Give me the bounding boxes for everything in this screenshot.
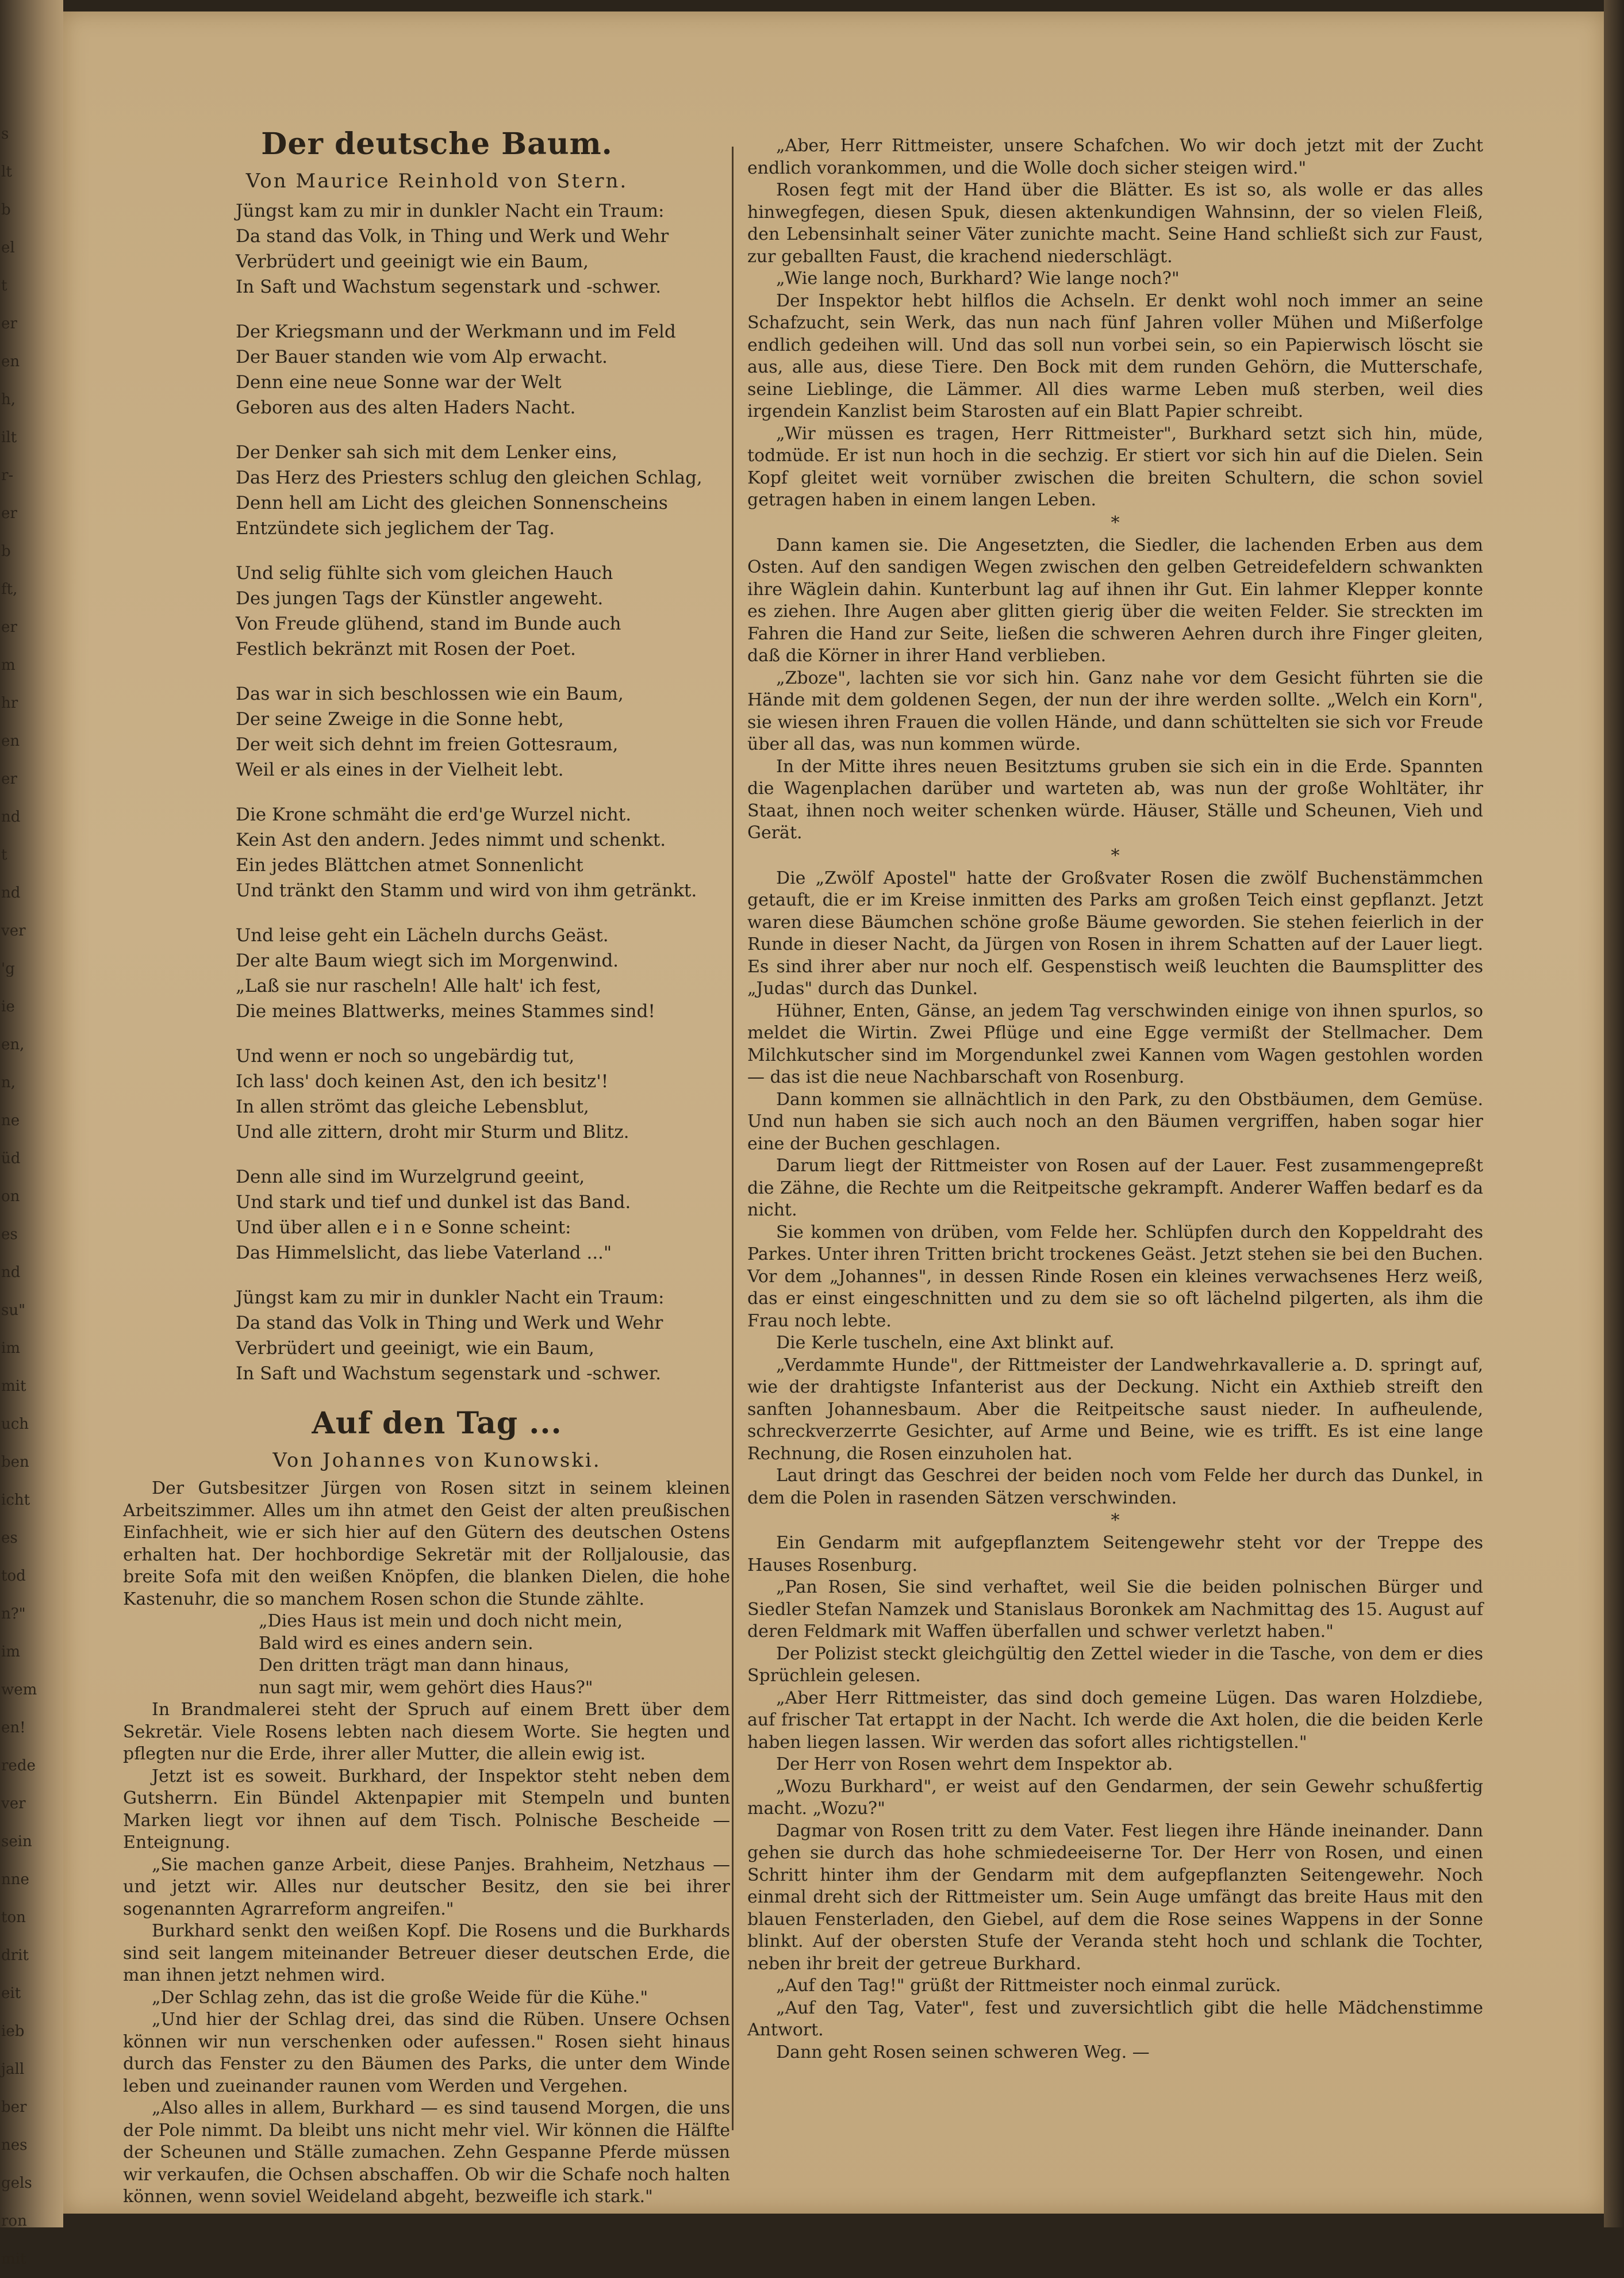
story-paragraph: „Der Schlag zehn, das ist die große Weide für die Kühe."	[152, 1987, 648, 2008]
spine-fragment: wem	[1, 1681, 37, 1698]
spine-fragment: im	[1, 1340, 20, 1357]
spine-fragment: en	[1, 353, 20, 370]
section-separator: *	[1111, 1510, 1120, 1531]
poem-title: Der deutsche Baum.	[261, 126, 613, 162]
spine-fragment: ie	[1, 998, 15, 1015]
poem-line: Der weit sich dehnt im freien Gottesraum,	[236, 734, 619, 755]
poem-line: Denn hell am Licht des gleichen Sonnenscheins	[236, 493, 668, 513]
house-motto-line: Bald wird es eines andern sein.	[259, 1633, 533, 1654]
story-paragraph: Sie kommen von drüben, vom Felde her. Schlüpfen durch den Koppeldraht des Parkes. Unter ihren Tritten bricht trockenes Geäst. Jetzt stehen sie bei den Buchen. Vor dem „Johannes", in dessen Rinde Rosen ein kleines verwachsenes Herz weiß, das er einst eingeschnitten und zu dem sie so oft lächelnd pilgerten, als ihm die Frau noch lebte.	[747, 1222, 1483, 1331]
poem-line: Kein Ast den andern. Jedes nimmt und schenkt.	[236, 830, 666, 850]
story-paragraph: Dann geht Rosen seinen schweren Weg. —	[776, 2042, 1150, 2062]
poem-line: Und über allen e i n e Sonne scheint:	[236, 1217, 571, 1238]
book-spine	[0, 0, 63, 2268]
spine-fragment: uch	[1, 1416, 29, 1433]
story-paragraph: Der Polizist steckt gleichgültig den Zettel wieder in die Tasche, von dem er dies Sprüchlein gelesen.	[747, 1643, 1483, 1686]
spine-fragment: el	[1, 239, 15, 256]
poem-line: Verbrüdert und geeinigt, wie ein Baum,	[236, 1338, 594, 1359]
poem-line: Und alle zittern, droht mir Sturm und Blitz.	[236, 1122, 629, 1142]
story-title: Auf den Tag ...	[312, 1406, 562, 1441]
story-paragraph: Dann kamen sie. Die Angesetzten, die Siedler, die lachenden Erben aus dem Osten. Auf den sandigen Wegen zwischen den gelben Getreidefeldern schwankten ihre Wäglein dahin. Kunterbunt lag auf ihnen ihr Gut. Ein lahmer Klepper konnte es ziehen. Ihre Augen aber glitten gierig über die weiten Felder. Sie streckten im Fahren die Hand zur Seite, ließen die schweren Aehren durch ihre Finger gleiten, daß die Körner in ihrer Hand verblieben.	[747, 535, 1483, 666]
spine-fragment: ron	[1, 2212, 27, 2230]
story-paragraph: In Brandmalerei steht der Spruch auf einem Brett über dem Sekretär. Viele Rosens lebten nach diesem Worte. Sie hegten und pflegten nur die Erde, ihrer aller Mutter, die allein ewig ist.	[123, 1700, 730, 1764]
spine-fragment: t	[1, 277, 7, 294]
story-paragraph: „Sie machen ganze Arbeit, diese Panjes. Brahheim, Netzhaus — und jetzt wir. Alles nur deutscher Besitz, den sie bei ihrer sogenannten Agrarreform angreifen."	[123, 1854, 730, 1919]
spine-fragment: ver	[1, 1795, 26, 1812]
spine-fragment: 'g	[1, 960, 15, 977]
poem-line: Der Denker sah sich mit dem Lenker eins,	[236, 442, 617, 463]
story-paragraph: „Auf den Tag!" grüßt der Rittmeister noch einmal zurück.	[776, 1976, 1281, 1996]
spine-fragment: b	[1, 543, 11, 560]
spine-fragment: ft,	[1, 581, 18, 598]
spine-fragment: eit	[1, 1985, 21, 2002]
poem-line: Weil er als eines in der Vielheit lebt.	[236, 760, 564, 780]
story-paragraph: Laut dringt das Geschrei der beiden noch vom Felde her durch das Dunkel, in dem die Polen in rasenden Sätzen verschwinden.	[747, 1466, 1483, 1508]
spine-fragment: drit	[1, 1947, 29, 1964]
section-separator: *	[1111, 845, 1120, 866]
spine-fragment: hr	[1, 695, 18, 712]
story-paragraph: Jetzt ist es soweit. Burkhard, der Inspektor steht neben dem Gutsherrn. Ein Bündel Aktenpapier mit Stempeln und bunten Marken liegt vor ihnen auf dem Tisch. Polnische Bescheide — Enteignung.	[123, 1766, 730, 1853]
story-paragraph: Dagmar von Rosen tritt zu dem Vater. Fest liegen ihre Hände ineinander. Dann gehen sie durch das hohe schmiedeeiserne Tor. Der Herr von Rosen, und einen Schritt hinter ihm der Gendarm mit dem aufgepflanzten Seitengewehr. Noch einmal dreht sich der Rittmeister um. Sein Auge umfängt das breite Haus mit den blauen Fensterladen, den Giebel, auf dem die Rose seines Wappens in der Sonne blinkt. Auf der obersten Stufe der Veranda steht hoch und schlank die Tochter, neben ihr breit der getreue Burkhard.	[747, 1820, 1483, 1974]
poem-line: Verbrüdert und geeinigt wie ein Baum,	[236, 251, 589, 272]
spine-fragment: im	[1, 1643, 20, 1660]
poem-body	[144, 198, 730, 1386]
story-paragraph: Rosen fegt mit der Hand über die Blätter. Es ist so, als wolle er das alles hinwegfegen, diesen Spuk, diesen aktenkundigen Wahnsinn, der so vielen Fleiß, den Lebensinhalt seiner Väter zunichte macht. Seine Hand schließt sich zur Faust, zur geballten Faust, die krachend niederschlägt.	[747, 180, 1483, 267]
right-column	[747, 135, 1483, 2064]
spine-fragment: su"	[1, 1302, 26, 1319]
spine-fragment: b	[1, 201, 11, 218]
poem-stanza	[236, 681, 730, 783]
story-paragraph: „Wie lange noch, Burkhard? Wie lange noch?"	[776, 269, 1180, 289]
poem-stanza	[236, 198, 730, 300]
poem-line: Und tränkt den Stamm und wird von ihm getränkt.	[236, 880, 697, 901]
poem-line: Festlich bekränzt mit Rosen der Poet.	[236, 639, 576, 659]
spine-fragment: es	[1, 1529, 18, 1547]
poem-line: Der alte Baum wiegt sich im Morgenwind.	[236, 950, 619, 971]
poem-line: Und stark und tief und dunkel ist das Band.	[236, 1192, 631, 1213]
story-paragraph: „Und hier der Schlag drei, das sind die Rüben. Unsere Ochsen können wir nun verschenken oder aufessen." Rosen sieht hinaus durch das Fenster zu den Bäumen des Parks, die unter dem Winde leben und zueinander raunen vom Werden und Vergehen.	[123, 2009, 730, 2096]
story-paragraph: Die „Zwölf Apostel" hatte der Großvater Rosen die zwölf Buchenstämmchen getauft, die er im Kreise inmitten des Parks am großen Teich einst gepflanzt. Jetzt waren diese Bäumchen schöne große Bäume geworden. Sie stehen feierlich in der Runde in dieser Nacht, da Jürgen von Rosen in ihrem Schatten auf der Lauer liegt. Es sind ihrer aber nur noch elf. Gespenstisch weiß leuchten die Baumsplitter des „Judas" durch das Dunkel.	[747, 868, 1483, 999]
story-paragraph: „Wozu Burkhard", er weist auf den Gendarmen, der sein Gewehr schußfertig macht. „Wozu?"	[747, 1776, 1483, 1819]
story-body-left	[123, 1478, 730, 2208]
spine-fragment: er	[1, 770, 17, 788]
poem-line: Die meines Blattwerks, meines Stammes sind!	[236, 1001, 655, 1022]
story-paragraph: „Aber Herr Rittmeister, das sind doch gemeine Lügen. Das waren Holzdiebe, auf frischer Tat ertappt in der Nacht. Ich werde die Axt holen, die die beiden Kerle haben liegen lassen. Wir werden das sofort alles richtigstellen."	[747, 1688, 1483, 1752]
spine-fragment: h,	[1, 391, 16, 408]
story-paragraph: Der Inspektor hebt hilflos die Achseln. Er denkt wohl noch immer an seine Schafzucht, sein Werk, das nun nach fünf Jahren voller Mühen und Mißerfolge endlich gedeihen will. Und das soll nun vorbei sein, so ein Papierwisch löscht sie aus, alle aus, diese Tiere. Den Bock mit dem runden Gehörn, die Mutterschafe, seine Lieblinge, die Lämmer. All dies warme Leben muß sterben, weil dies irgendein Kanzlist beim Starosten auf ein Blatt Papier schreibt.	[747, 290, 1483, 421]
spine-fragment: n,	[1, 1074, 16, 1091]
story-paragraph: Ein Gendarm mit aufgepflanztem Seitengewehr steht vor der Treppe des Hauses Rosenburg.	[747, 1533, 1483, 1575]
spine-fragment: ben	[1, 1454, 29, 1471]
spine-fragment: n?"	[1, 1605, 26, 1623]
story-paragraph: Der Gutsbesitzer Jürgen von Rosen sitzt in seinem kleinen Arbeitszimmer. Alles um ihn atmet den Geist der alten preußischen Einfachheit, wie er sich hier auf den Gütern des deutschen Ostens erhalten hat. Der hochbordige Sekretär mit der Rolljalousie, das breite Sofa mit den weißen Knöpfen, die blanken Dielen, die hohe Kastenuhr, die so manchem Rosen schon die Stunde zählte.	[123, 1478, 730, 1609]
spine-fragment: en,	[1, 1036, 25, 1053]
story-paragraph: Dann kommen sie allnächtlich in den Park, zu den Obstbäumen, dem Gemüse. Und nun haben sie sich auch noch an den Bäumen vergriffen, haben sogar hier eine der Buchen geschlagen.	[747, 1089, 1483, 1154]
poem-line: Entzündete sich jeglichem der Tag.	[236, 518, 555, 539]
spine-fragment: ieb	[1, 2023, 25, 2040]
poem-line: Und selig fühlte sich vom gleichen Hauch	[236, 563, 613, 584]
spine-fragment: ber	[1, 2099, 27, 2116]
spine-fragment: mit	[1, 1378, 26, 1395]
spine-fragment: er	[1, 505, 17, 522]
poem-stanza	[236, 923, 730, 1024]
spine-fragment: rede	[1, 1757, 36, 1774]
poem-stanza	[236, 1285, 730, 1386]
story-paragraph: Die Kerle tuscheln, eine Axt blinkt auf.	[776, 1333, 1115, 1353]
book-edge	[1604, 0, 1624, 2227]
poem-stanza	[236, 1164, 730, 1265]
poem-line: In Saft und Wachstum segenstark und -schwer.	[236, 277, 661, 297]
poem-stanza	[236, 319, 730, 420]
story-paragraph: In der Mitte ihres neuen Besitztums gruben sie sich ein in die Erde. Spannten die Wagenplachen darüber und warteten ab, was nun der große Wohltäter, ihr Staat, ihnen noch weiter schenken würde. Häuser, Ställe und Scheunen, Vieh und Gerät.	[747, 756, 1483, 843]
spine-fragment: m	[1, 657, 16, 674]
spine-fragment: nne	[1, 1871, 29, 1888]
poem-line: Geboren aus des alten Haders Nacht.	[236, 397, 576, 418]
story-paragraph: Darum liegt der Rittmeister von Rosen auf der Lauer. Fest zusammengepreßt die Zähne, die Rechte um die Reitpeitsche gekrampft. Anderer Waffen bedarf es da nicht.	[747, 1156, 1483, 1220]
story-paragraph: „Pan Rosen, Sie sind verhaftet, weil Sie die beiden polnischen Bürger und Siedler Stefan Namzek und Stanislaus Boronkek am Nachmittag des 15. August auf deren Feldmark mit Waffen überfallen und schwer verletzt haben."	[747, 1577, 1483, 1642]
poem-stanza	[236, 561, 730, 662]
poem-stanza	[236, 1044, 730, 1145]
spine-fragment: jall	[1, 2061, 25, 2078]
poem-line: Die Krone schmäht die erd'ge Wurzel nicht.	[236, 804, 632, 825]
left-column	[123, 126, 730, 2208]
poem-line: Der seine Zweige in die Sonne hebt,	[236, 709, 564, 730]
story-paragraph: „Wir müssen es tragen, Herr Rittmeister", Burkhard setzt sich hin, müde, todmüde. Er ist nun hoch in die sechzig. Er stiert vor sich hin auf die Dielen. Sein Kopf gleitet weit vornüber zwischen die breiten Schultern, die schon soviel getragen haben in einem langen Leben.	[747, 423, 1483, 510]
poem-line: Von Freude glühend, stand im Bunde auch	[236, 613, 621, 634]
poem-line: Und leise geht ein Lächeln durchs Geäst.	[236, 925, 609, 946]
spine-fragment: lt	[1, 163, 12, 181]
story-byline: Von Johannes von Kunowski.	[272, 1449, 601, 1472]
story-paragraph: „Auf den Tag, Vater", fest und zuversichtlich gibt die helle Mädchenstimme Antwort.	[747, 1997, 1483, 2040]
poem-line: Denn eine neue Sonne war der Welt	[236, 372, 562, 393]
column-divider	[732, 147, 734, 2130]
poem-line: Da stand das Volk, in Thing und Werk und Wehr	[236, 226, 669, 247]
section-separator: *	[1111, 512, 1120, 533]
poem-line: Ein jedes Blättchen atmet Sonnenlicht	[236, 855, 583, 876]
poem-stanza	[236, 802, 730, 903]
spine-fragment: icht	[1, 1491, 30, 1509]
spine-fragment: sein	[1, 1833, 32, 1850]
story-paragraph: Hühner, Enten, Gänse, an jedem Tag verschwinden einige von ihnen spurlos, so meldet die Wirtin. Zwei Pflüge und eine Egge vermißt der Stellmacher. Dem Milchkutscher sind im Morgendunkel zwei Kannen vom Wagen gestohlen worden — das ist die neue Nachbarschaft von Rosenburg.	[747, 1000, 1483, 1087]
spine-fragment: s	[1, 125, 9, 143]
story-paragraph: „Verdammte Hunde", der Rittmeister der Landwehrkavallerie a. D. springt auf, wie der drahtigste Infanterist aus der Deckung. Nicht ein Axthieb streift den sanften Johannesbaum. Aber die Reitpeitsche saust nieder. In aufheulende, schreckverzerrte Gesichter, auf Arme und Beine, wie es trifft. Es ist eine lange Rechnung, die Rosen einzuholen hat.	[747, 1355, 1483, 1464]
poem-line: Der Kriegsmann und der Werkmann und im Feld	[236, 321, 676, 342]
poem-line: In Saft und Wachstum segenstark und -schwer.	[236, 1363, 661, 1384]
spine-fragment: nd	[1, 808, 21, 826]
poem-line: In allen strömt das gleiche Lebensblut,	[236, 1096, 589, 1117]
house-motto-line: Den dritten trägt man dann hinaus,	[259, 1655, 570, 1675]
poem-line: Da stand das Volk in Thing und Werk und Wehr	[236, 1313, 663, 1333]
poem-line: „Laß sie nur rascheln! Alle halt' ich fest,	[236, 976, 602, 996]
newspaper-page	[63, 11, 1604, 2214]
spine-fragment: ton	[1, 1909, 26, 1926]
poem-line: Das Herz des Priesters schlug den gleichen Schlag,	[236, 467, 702, 488]
poem-byline: Von Maurice Reinhold von Stern.	[245, 170, 628, 193]
poem-line: Und wenn er noch so ungebärdig tut,	[236, 1046, 575, 1067]
spine-fragment: es	[1, 1226, 18, 1243]
spine-fragment: mit	[1, 2250, 26, 2268]
poem-stanza	[236, 440, 730, 541]
spine-fragment: gels	[1, 2175, 32, 2192]
spine-fragment: er	[1, 619, 17, 636]
poem-line: Das war in sich beschlossen wie ein Baum,	[236, 684, 624, 704]
spine-fragment: t	[1, 846, 7, 864]
poem-line: Jüngst kam zu mir in dunkler Nacht ein Traum:	[236, 1287, 665, 1308]
spine-fragment: en	[1, 733, 20, 750]
spine-fragment: on	[1, 1188, 20, 1205]
story-paragraph: Burkhard senkt den weißen Kopf. Die Rosens und die Burkhards sind seit langem miteinander Betreuer dieser deutschen Erde, die man ihnen jetzt nehmen wird.	[123, 1921, 730, 1985]
spine-fragment: ne	[1, 1112, 20, 1129]
spine-fragment: en!	[1, 1719, 26, 1736]
poem-line: Der Bauer standen wie vom Alp erwacht.	[236, 347, 608, 367]
poem-line: Jüngst kam zu mir in dunkler Nacht ein Traum:	[236, 201, 665, 221]
house-motto-line: nun sagt mir, wem gehört dies Haus?"	[259, 1677, 593, 1698]
story-body-right	[747, 135, 1483, 2064]
story-paragraph: Der Herr von Rosen wehrt dem Inspektor ab.	[776, 1754, 1173, 1774]
spine-fragment: üd	[1, 1150, 21, 1167]
poem-line: Des jungen Tags der Künstler angeweht.	[236, 588, 604, 609]
spine-fragment: er	[1, 315, 17, 332]
poem-line: Denn alle sind im Wurzelgrund geeint,	[236, 1167, 585, 1187]
spine-fragment: nes	[1, 2137, 28, 2154]
spine-fragment: nd	[1, 1264, 21, 1281]
poem-line: Ich lass' doch keinen Ast, den ich besitz'!	[236, 1071, 609, 1092]
house-motto-line: „Dies Haus ist mein und doch nicht mein,	[259, 1611, 623, 1631]
spine-fragment: nd	[1, 884, 21, 902]
spine-fragment: ilt	[1, 429, 17, 446]
spine-fragment: ver	[1, 922, 26, 939]
spine-fragment: r-	[1, 467, 14, 484]
story-paragraph: „Aber, Herr Rittmeister, unsere Schafchen. Wo wir doch jetzt mit der Zucht endlich vorankommen, und die Wolle doch sicher steigen wird."	[747, 136, 1483, 178]
poem-line: Das Himmelslicht, das liebe Vaterland ..."	[236, 1242, 612, 1263]
story-paragraph: „Also alles in allem, Burkhard — es sind tausend Morgen, die uns der Pole nimmt. Da bleibt uns nicht mehr viel. Wir können die Hälfte der Scheunen und Ställe zumachen. Zehn Gespanne Pferde müssen wir verkaufen, die Ochsen abschaffen. Ob wir die Schafe noch halten können, wenn soviel Weideland abgeht, bezweifle ich stark."	[123, 2098, 730, 2207]
adjacent-page-fragments	[1, 115, 37, 2268]
story-paragraph: „Zboze", lachten sie vor sich hin. Ganz nahe vor dem Gesicht führten sie die Hände mit dem goldenen Segen, der nun der ihre werden sollte. „Welch ein Korn", sie wiesen ihren Frauen die vollen Hände, und dann schüttelten sie sich vor Freude über all das, was nun kommen würde.	[747, 668, 1483, 754]
spine-fragment: tod	[1, 1567, 26, 1585]
